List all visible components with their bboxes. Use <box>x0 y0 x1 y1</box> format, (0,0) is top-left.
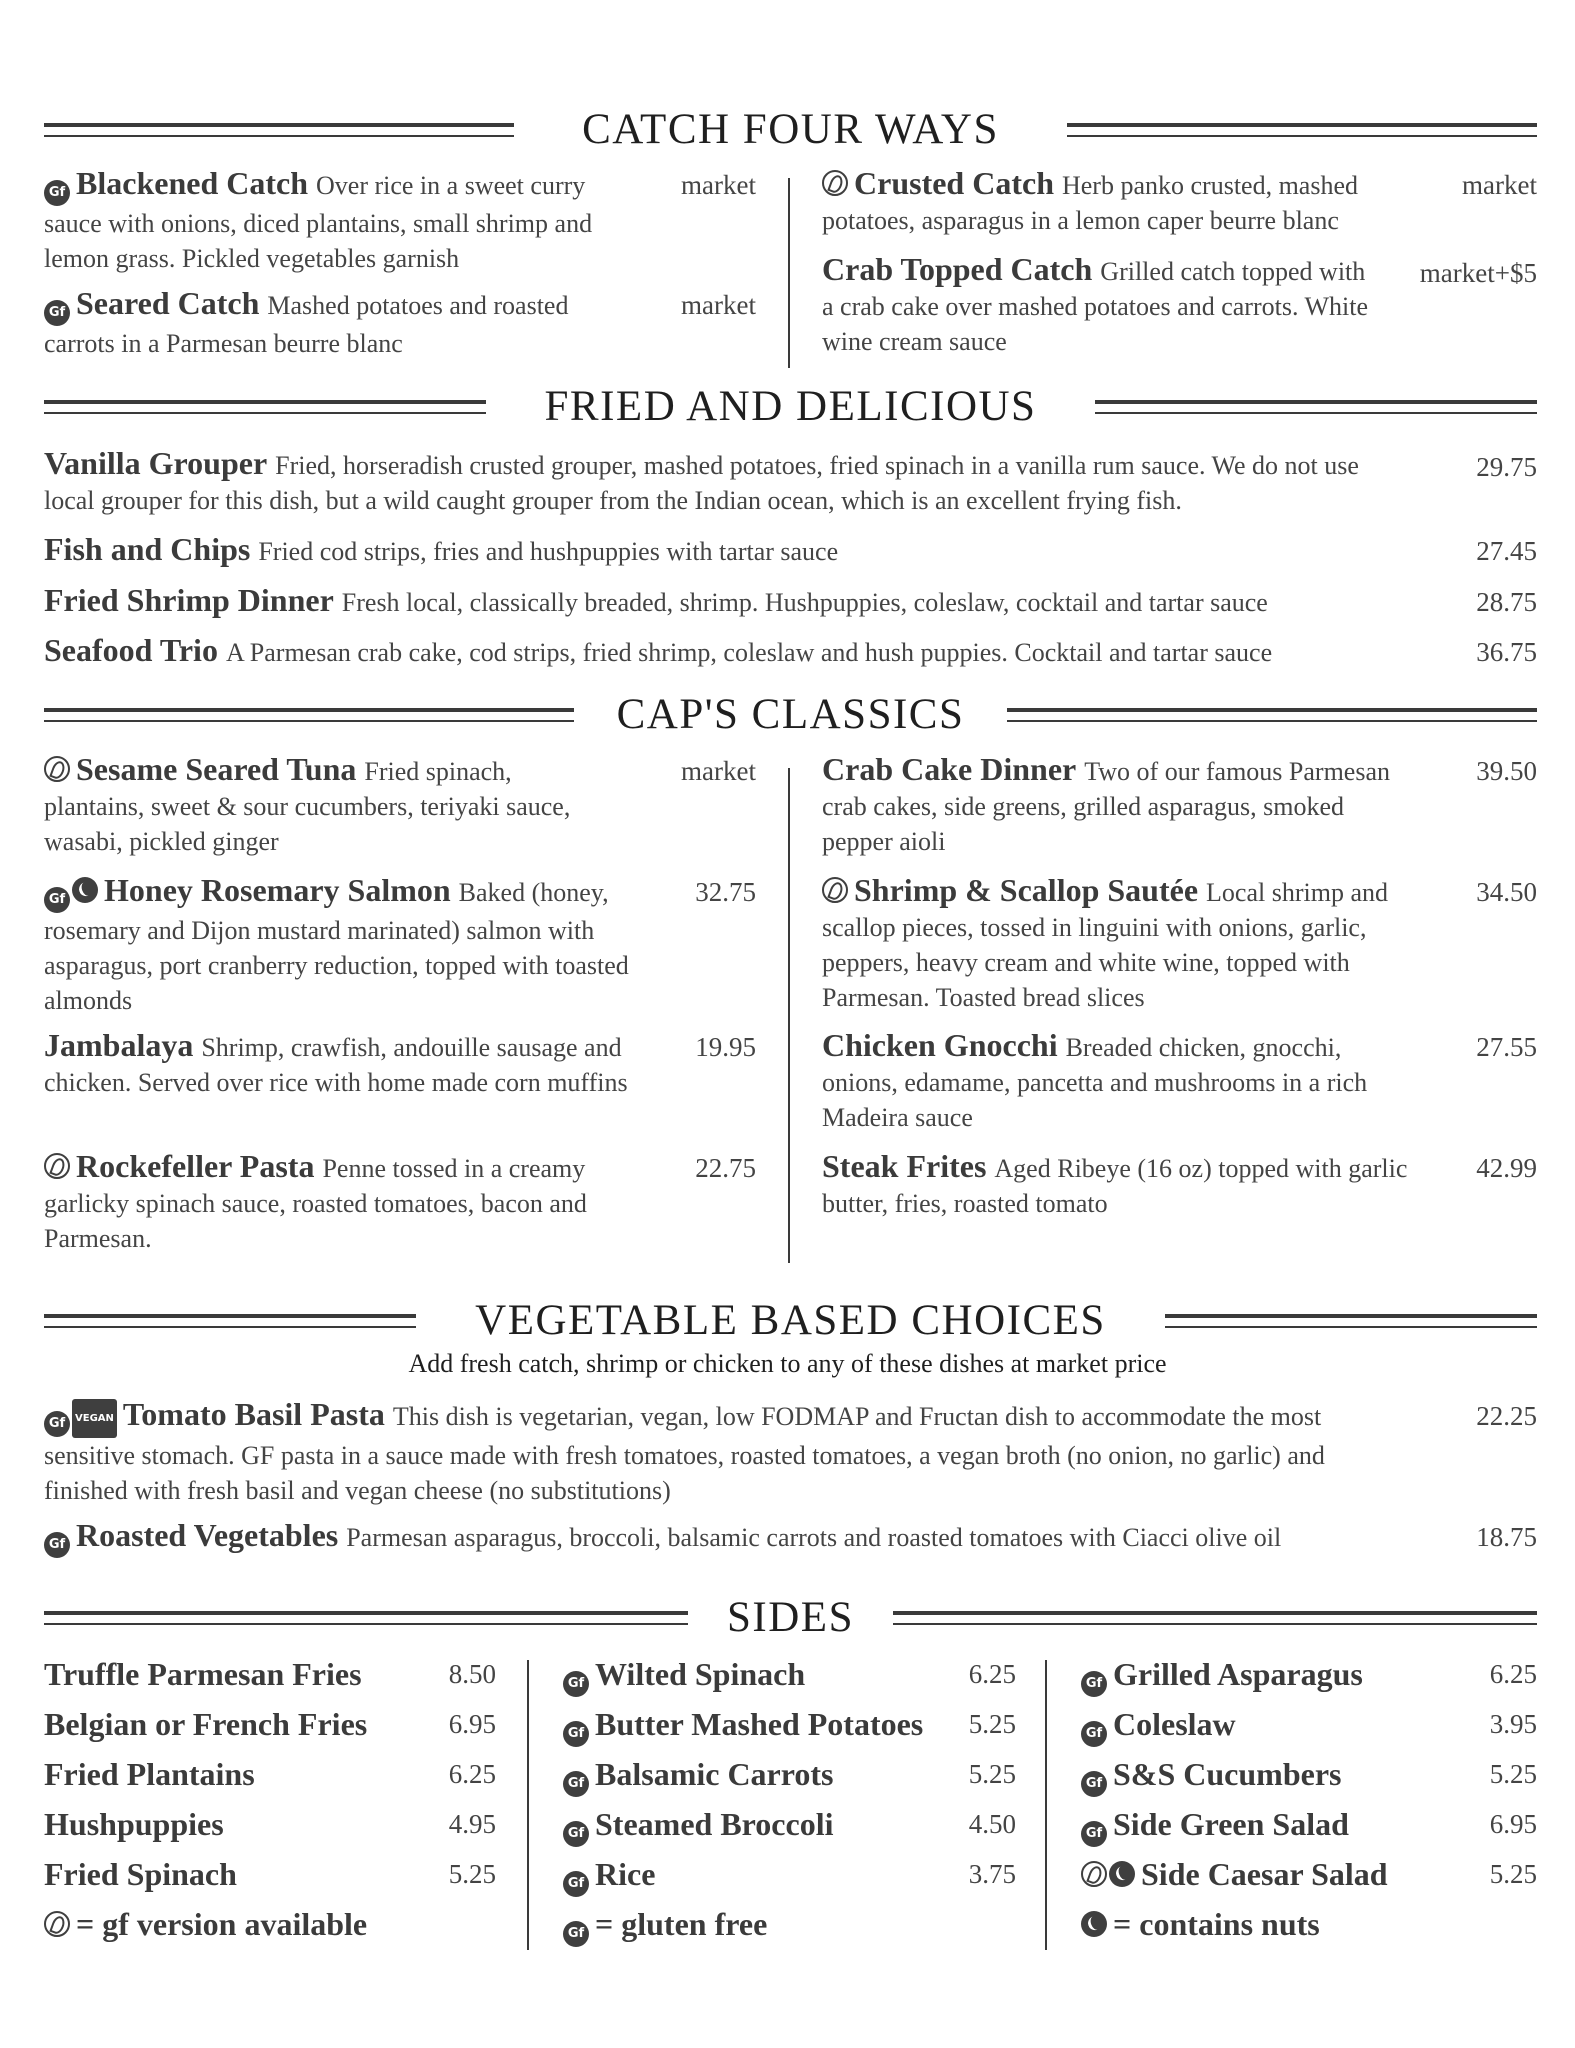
item-price: market <box>1462 170 1537 200</box>
item-name: Fish and Chips <box>44 531 251 567</box>
item-name: Steak Frites <box>822 1148 987 1184</box>
item-description: Mashed potatoes and roasted carrots in a Parmesan beurre blanc <box>44 291 569 358</box>
item-name: Crab Cake Dinner <box>822 751 1077 787</box>
gf-version-available-icon <box>44 1153 70 1179</box>
item-price: market <box>681 170 756 200</box>
side-item <box>44 1802 496 1852</box>
item-description: Shrimp, crawfish, andouille sausage and chicken. Served over rice with home made corn muffins <box>44 1033 628 1097</box>
item-price: 39.50 <box>1476 756 1537 786</box>
item-description: Fried spinach, plantains, sweet & sour cucumbers, teriyaki sauce, wasabi, pickled ginger <box>44 757 571 856</box>
side-name: Fried Plantains <box>44 1756 255 1792</box>
menu-item <box>44 166 629 276</box>
side-price: 3.95 <box>1489 1709 1537 1739</box>
side-price: 6.25 <box>448 1759 496 1789</box>
item-description: Parmesan asparagus, broccoli, balsamic carrots and roasted tomatoes with Ciacci olive oil <box>346 1523 1282 1552</box>
gluten-free-icon: Gf <box>563 1771 589 1797</box>
gluten-free-icon: Gf <box>44 1532 70 1558</box>
gluten-free-icon: Gf <box>563 1721 589 1747</box>
item-description: Herb panko crusted, mashed potatoes, asparagus in a lemon caper beurre blanc <box>822 171 1359 235</box>
item-description: Two of our famous Parmesan crab cakes, side greens, grilled asparagus, smoked pepper aioli <box>822 757 1390 856</box>
item-name: Seared Catch <box>76 285 260 321</box>
side-price: 5.25 <box>968 1759 1016 1789</box>
item-price: market+$5 <box>1419 258 1537 288</box>
legend-text: = gluten free <box>595 1906 768 1942</box>
header-rule-right <box>1067 123 1537 137</box>
item-description: A Parmesan crab cake, cod strips, fried shrimp, coleslaw and hush puppies. Cocktail and tartar sauce <box>225 638 1273 667</box>
side-name: Belgian or French Fries <box>44 1706 368 1742</box>
item-price: 27.55 <box>1476 1032 1537 1062</box>
menu-item <box>822 1149 1412 1221</box>
legend-text: = contains nuts <box>1113 1906 1320 1942</box>
side-item <box>1081 1852 1537 1902</box>
gluten-free-icon: Gf <box>1081 1771 1107 1797</box>
item-name: Jambalaya <box>44 1027 194 1063</box>
side-item <box>1081 1752 1537 1802</box>
item-description: Fried cod strips, fries and hushpuppies with tartar sauce <box>258 537 839 566</box>
side-name: Steamed Broccoli <box>595 1806 834 1842</box>
menu-item <box>822 873 1412 1015</box>
side-price: 5.25 <box>448 1859 496 1889</box>
item-name: Crusted Catch <box>854 165 1054 201</box>
item-price: 27.45 <box>1476 536 1537 566</box>
menu-item <box>44 1028 634 1100</box>
contains-nuts-icon <box>72 877 98 903</box>
menu-item <box>44 1397 1374 1508</box>
section-note: Add fresh catch, shrimp or chicken to any of these dishes at market price <box>408 1349 1167 1378</box>
menu-item <box>44 583 1374 620</box>
header-rule-right <box>1095 400 1537 414</box>
column-divider <box>1045 1660 1047 1950</box>
menu-item <box>44 752 604 859</box>
column-divider <box>527 1660 529 1950</box>
side-price: 5.25 <box>968 1709 1016 1739</box>
side-name: Rice <box>595 1856 656 1892</box>
gf-version-available-icon <box>1081 1861 1107 1887</box>
section-header-sides <box>44 1596 1537 1640</box>
item-name: Tomato Basil Pasta <box>122 1396 385 1432</box>
side-name: Butter Mashed Potatoes <box>595 1706 924 1742</box>
item-price: 32.75 <box>695 877 756 907</box>
item-description: Breaded chicken, gnocchi, onions, edamame, pancetta and mushrooms in a rich Madeira sauce <box>822 1033 1368 1132</box>
side-name: Coleslaw <box>1113 1706 1236 1742</box>
side-item <box>563 1752 1016 1802</box>
gluten-free-icon: Gf <box>563 1871 589 1897</box>
item-price: 22.25 <box>1476 1401 1537 1431</box>
side-item <box>563 1802 1016 1852</box>
gf-version-available-icon <box>822 877 848 903</box>
gluten-free-icon: Gf <box>1081 1821 1107 1847</box>
header-rule-right <box>1007 708 1537 722</box>
menu-item <box>822 1028 1412 1135</box>
item-name: Honey Rosemary Salmon <box>104 872 451 908</box>
side-price: 4.95 <box>448 1809 496 1839</box>
item-price: 19.95 <box>695 1032 756 1062</box>
item-name: Sesame Seared Tuna <box>76 751 357 787</box>
gluten-free-icon: Gf <box>1081 1671 1107 1697</box>
gf-version-available-icon <box>44 1911 70 1937</box>
item-name: Vanilla Grouper <box>44 445 268 481</box>
gluten-free-icon: Gf <box>44 180 70 206</box>
item-description: Aged Ribeye (16 oz) topped with garlic butter, fries, roasted tomato <box>822 1154 1408 1218</box>
item-name: Roasted Vegetables <box>76 1517 339 1553</box>
item-description: Baked (honey, rosemary and Dijon mustard marinated) salmon with asparagus, port cranberry reduction, topped with toasted almonds <box>44 878 629 1015</box>
item-description: Penne tossed in a creamy garlicky spinach sauce, roasted tomatoes, bacon and Parmesan. <box>44 1154 587 1253</box>
gf-version-available-icon <box>44 756 70 782</box>
item-price: 29.75 <box>1476 452 1537 482</box>
menu-item <box>822 752 1392 859</box>
gluten-free-icon: Gf <box>563 1821 589 1847</box>
section-header-fried <box>44 385 1537 429</box>
item-price: 22.75 <box>695 1153 756 1183</box>
legend-contains-nuts <box>1081 1902 1320 1946</box>
menu-item <box>44 1518 1384 1558</box>
menu-item <box>822 166 1402 238</box>
item-price: 36.75 <box>1476 637 1537 667</box>
section-title: CAP'S CLASSICS <box>616 691 965 738</box>
item-name: Shrimp & Scallop Sautée <box>854 872 1199 908</box>
gluten-free-icon: Gf <box>44 1411 70 1437</box>
side-item <box>563 1652 1016 1702</box>
item-description: Fried, horseradish crusted grouper, mashed potatoes, fried spinach in a vanilla rum sauce. We do not use local grouper for this dish, but a wild caught grouper from the Indian ocean, which is an excellent frying fish. <box>44 451 1359 515</box>
item-name: Fried Shrimp Dinner <box>44 582 334 618</box>
contains-nuts-icon <box>1081 1911 1107 1937</box>
side-item <box>44 1852 496 1902</box>
side-name: Side Caesar Salad <box>1141 1856 1388 1892</box>
contains-nuts-icon <box>1109 1861 1135 1887</box>
gf-version-available-icon <box>822 170 848 196</box>
gluten-free-icon: Gf <box>44 300 70 326</box>
item-name: Crab Topped Catch <box>822 251 1093 287</box>
item-name: Blackened Catch <box>76 165 308 201</box>
side-item <box>44 1702 496 1752</box>
menu-item <box>822 252 1382 359</box>
item-description: Over rice in a sweet curry sauce with onions, diced plantains, small shrimp and lemon grass. Pickled vegetables garnish <box>44 171 593 273</box>
item-description: Local shrimp and scallop pieces, tossed in linguini with onions, garlic, peppers, heavy cream and white wine, topped with Parmesan. Toasted bread slices <box>822 878 1388 1012</box>
menu-item <box>44 286 604 361</box>
item-description: This dish is vegetarian, vegan, low FODMAP and Fructan dish to accommodate the most sensitive stomach. GF pasta in a sauce made with fresh tomatoes, roasted tomatoes, a vegan broth (no onion, no garlic) and finished with fresh basil and vegan cheese (no substitutions) <box>44 1402 1325 1505</box>
legend-text: = gf version available <box>76 1906 368 1942</box>
menu-item <box>44 532 1374 569</box>
legend-gluten-free <box>563 1902 767 1947</box>
side-price: 6.95 <box>1489 1809 1537 1839</box>
item-name: Chicken Gnocchi <box>822 1027 1058 1063</box>
column-divider <box>788 178 790 368</box>
side-item <box>1081 1652 1537 1702</box>
menu-item <box>44 873 654 1018</box>
section-header-veg <box>44 1299 1537 1343</box>
section-title: CATCH FOUR WAYS <box>582 106 999 153</box>
menu-item <box>44 633 1374 670</box>
side-name: Grilled Asparagus <box>1113 1656 1363 1692</box>
side-price: 4.50 <box>968 1809 1016 1839</box>
side-price: 6.95 <box>448 1709 496 1739</box>
item-price: 28.75 <box>1476 587 1537 617</box>
column-divider <box>788 768 790 1263</box>
section-title: SIDES <box>727 1594 854 1641</box>
section-title: VEGETABLE BASED CHOICES <box>475 1297 1106 1344</box>
item-description: Fresh local, classically breaded, shrimp. Hushpuppies, coleslaw, cocktail and tartar sauce <box>341 588 1268 617</box>
item-price: 34.50 <box>1476 877 1537 907</box>
side-price: 5.25 <box>1489 1759 1537 1789</box>
item-name: Rockefeller Pasta <box>76 1148 315 1184</box>
gluten-free-icon: Gf <box>563 1671 589 1697</box>
gluten-free-icon: Gf <box>563 1921 589 1947</box>
section-header-catch <box>44 108 1537 152</box>
header-rule-right <box>893 1611 1537 1625</box>
side-name: Wilted Spinach <box>595 1656 806 1692</box>
header-rule-right <box>1165 1314 1537 1328</box>
vegan-icon: VEGAN <box>72 1399 117 1438</box>
menu-item <box>44 446 1374 518</box>
side-item <box>563 1852 1016 1902</box>
section-header-classics <box>44 693 1537 737</box>
item-price: market <box>681 290 756 320</box>
item-price: 18.75 <box>1476 1522 1537 1552</box>
side-name: Balsamic Carrots <box>595 1756 834 1792</box>
side-item <box>1081 1702 1537 1752</box>
item-price: market <box>681 756 756 786</box>
side-item <box>44 1652 496 1702</box>
item-name: Seafood Trio <box>44 632 218 668</box>
side-price: 6.25 <box>968 1659 1016 1689</box>
item-price: 42.99 <box>1476 1153 1537 1183</box>
side-price: 8.50 <box>448 1659 496 1689</box>
side-price: 5.25 <box>1489 1859 1537 1889</box>
gluten-free-icon: Gf <box>44 887 70 913</box>
legend-gf-available <box>44 1902 367 1946</box>
side-name: Truffle Parmesan Fries <box>44 1656 362 1692</box>
menu-item <box>44 1149 634 1256</box>
item-description: Grilled catch topped with a crab cake over mashed potatoes and carrots. White wine cream sauce <box>822 257 1368 356</box>
side-item <box>1081 1802 1537 1852</box>
side-name: Hushpuppies <box>44 1806 224 1842</box>
side-item <box>44 1752 496 1802</box>
side-item <box>563 1702 1016 1752</box>
side-name: Side Green Salad <box>1113 1806 1349 1842</box>
section-title: FRIED AND DELICIOUS <box>544 383 1037 430</box>
side-name: S&S Cucumbers <box>1113 1756 1342 1792</box>
side-price: 6.25 <box>1489 1659 1537 1689</box>
side-name: Fried Spinach <box>44 1856 237 1892</box>
side-price: 3.75 <box>968 1859 1016 1889</box>
gluten-free-icon: Gf <box>1081 1721 1107 1747</box>
